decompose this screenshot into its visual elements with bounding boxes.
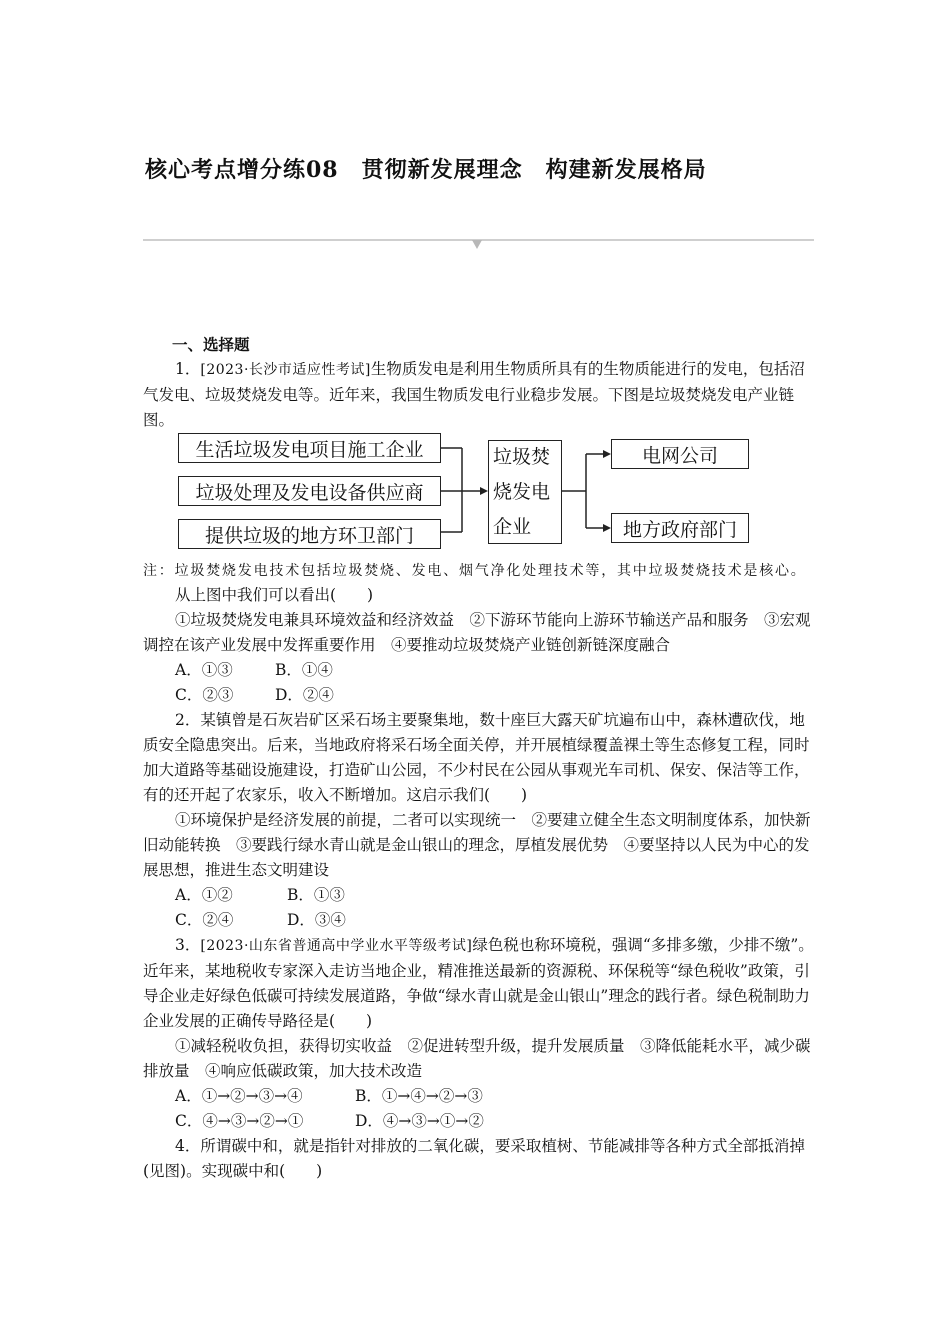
q3-options-row-2 bbox=[175, 1109, 815, 1134]
q1-options-row-2 bbox=[175, 683, 815, 708]
center-box-line-3: 企业 bbox=[493, 515, 532, 538]
divider-marker-icon bbox=[472, 240, 482, 249]
q2-options-row-1 bbox=[175, 883, 815, 908]
q4-stem bbox=[143, 1134, 815, 1184]
q2-option-b[interactable]: B．①③ bbox=[287, 886, 345, 904]
page-title: 核心考点增分练08 贯彻新发展理念 构建新发展格局 bbox=[145, 157, 707, 183]
q2-option-d[interactable]: D．③④ bbox=[287, 911, 346, 929]
box-local-government: 地方政府部门 bbox=[611, 513, 749, 543]
q1-option-d[interactable]: D．②④ bbox=[275, 686, 334, 704]
q1-items: ①垃圾焚烧发电兼具环境效益和经济效益 ②下游环节能向上游环节输送产品和服务 ③宏观调控在该产业发展中发挥重要作用 ④要推动垃圾焚烧产业链创新链深度融合 bbox=[143, 611, 811, 654]
q2-option-a[interactable]: A．①② bbox=[175, 886, 233, 904]
q3-option-a[interactable]: A．①→②→③→④ bbox=[175, 1087, 303, 1105]
q1-note: 注：垃圾焚烧发电技术包括垃圾焚烧、发电、烟气净化处理技术等，其中垃圾焚烧技术是核心。 bbox=[143, 563, 807, 579]
q2-stem-text: 某镇曾是石灰岩矿区采石场主要聚集地，数十座巨大露天矿坑遍布山中，森林遭砍伐，地质安全隐患突出。后来，当地政府将采石场全面关停，并开展植绿覆盖裸土等生态修复工程，同时加大道路等基础设施建设，打造矿山公园，不少村民在公园从事观光车司机、保安、保洁等工作，有的还开起了农家乐，收入不断增加。这启示我们( ) bbox=[143, 711, 810, 804]
q2-stem bbox=[143, 708, 815, 808]
q1-source: [2023·长沙市适应性考试] bbox=[200, 362, 371, 378]
q3-number: 3． bbox=[175, 936, 201, 954]
box-equipment-supplier: 垃圾处理及发电设备供应商 bbox=[178, 476, 441, 506]
q1-options-row-1 bbox=[175, 658, 815, 683]
q4-stem-text: 所谓碳中和，就是指针对排放的二氧化碳，要采取植树、节能减排等各种方式全部抵消掉(见图)。实现碳中和( ) bbox=[143, 1137, 805, 1180]
q1-ask: 从上图中我们可以看出( ) bbox=[175, 586, 374, 604]
q2-number: 2． bbox=[175, 711, 201, 729]
q1-stem-text: 生物质发电是利用生物质所具有的生物质能进行的发电，包括沼气发电、垃圾焚烧发电等。近年来，我国生物质发电行业稳步发展。下图是垃圾焚烧发电产业链图。 bbox=[143, 360, 805, 429]
q3-option-b[interactable]: B．①→④→②→③ bbox=[355, 1087, 483, 1105]
q2-options-row-2 bbox=[175, 908, 815, 933]
q2-option-c[interactable]: C．②④ bbox=[175, 911, 234, 929]
q4-number: 4． bbox=[175, 1137, 201, 1155]
q3-stem-text: 绿色税也称环境税，强调“多排多缴，少排不缴”。近年来，某地税收专家深入走访当地企业，精准推送最新的资源税、环保税等“绿色税收”政策，引导企业走好绿色低碳可持续发展道路，争做“绿水青山就是金山银山”理念的践行者。绿色税制助力企业发展的正确传导路径是( ) bbox=[143, 936, 814, 1030]
center-box-line-2: 烧发电 bbox=[493, 480, 551, 503]
q3-stem bbox=[143, 933, 815, 1034]
box-construction-enterprise: 生活垃圾发电项目施工企业 bbox=[178, 433, 441, 463]
q1-number: 1． bbox=[175, 360, 201, 378]
q3-options-row-1 bbox=[175, 1084, 815, 1109]
q1-option-a[interactable]: A．①③ bbox=[175, 661, 233, 679]
q3-option-d[interactable]: D．④→③→①→② bbox=[355, 1112, 484, 1130]
box-sanitation-department: 提供垃圾的地方环卫部门 bbox=[178, 519, 441, 549]
section-heading: 一、选择题 bbox=[172, 335, 250, 354]
question-content bbox=[143, 332, 815, 1184]
q1-option-b[interactable]: B．①④ bbox=[275, 661, 333, 679]
q1-option-c[interactable]: C．②③ bbox=[175, 686, 234, 704]
q3-option-c[interactable]: C．④→③→②→① bbox=[175, 1112, 304, 1130]
q1-stem bbox=[143, 357, 815, 433]
diagram-spacer bbox=[175, 433, 815, 560]
q2-items: ①环境保护是经济发展的前提，二者可以实现统一 ②要建立健全生态文明制度体系，加快新旧动能转换 ③要践行绿水青山就是金山银山的理念，厚植发展优势 ④要坚持以人民为中心的发展思想，推进生态文明建设 bbox=[143, 811, 811, 879]
q3-source: [2023·山东省普通高中学业水平等级考试] bbox=[200, 938, 473, 954]
q3-items: ①减轻税收负担，获得切实收益 ②促进转型升级，提升发展质量 ③降低能耗水平，减少碳排放量 ④响应低碳政策，加大技术改造 bbox=[143, 1037, 811, 1080]
box-grid-company: 电网公司 bbox=[611, 439, 749, 469]
center-box-line-1: 垃圾焚 bbox=[493, 445, 551, 468]
